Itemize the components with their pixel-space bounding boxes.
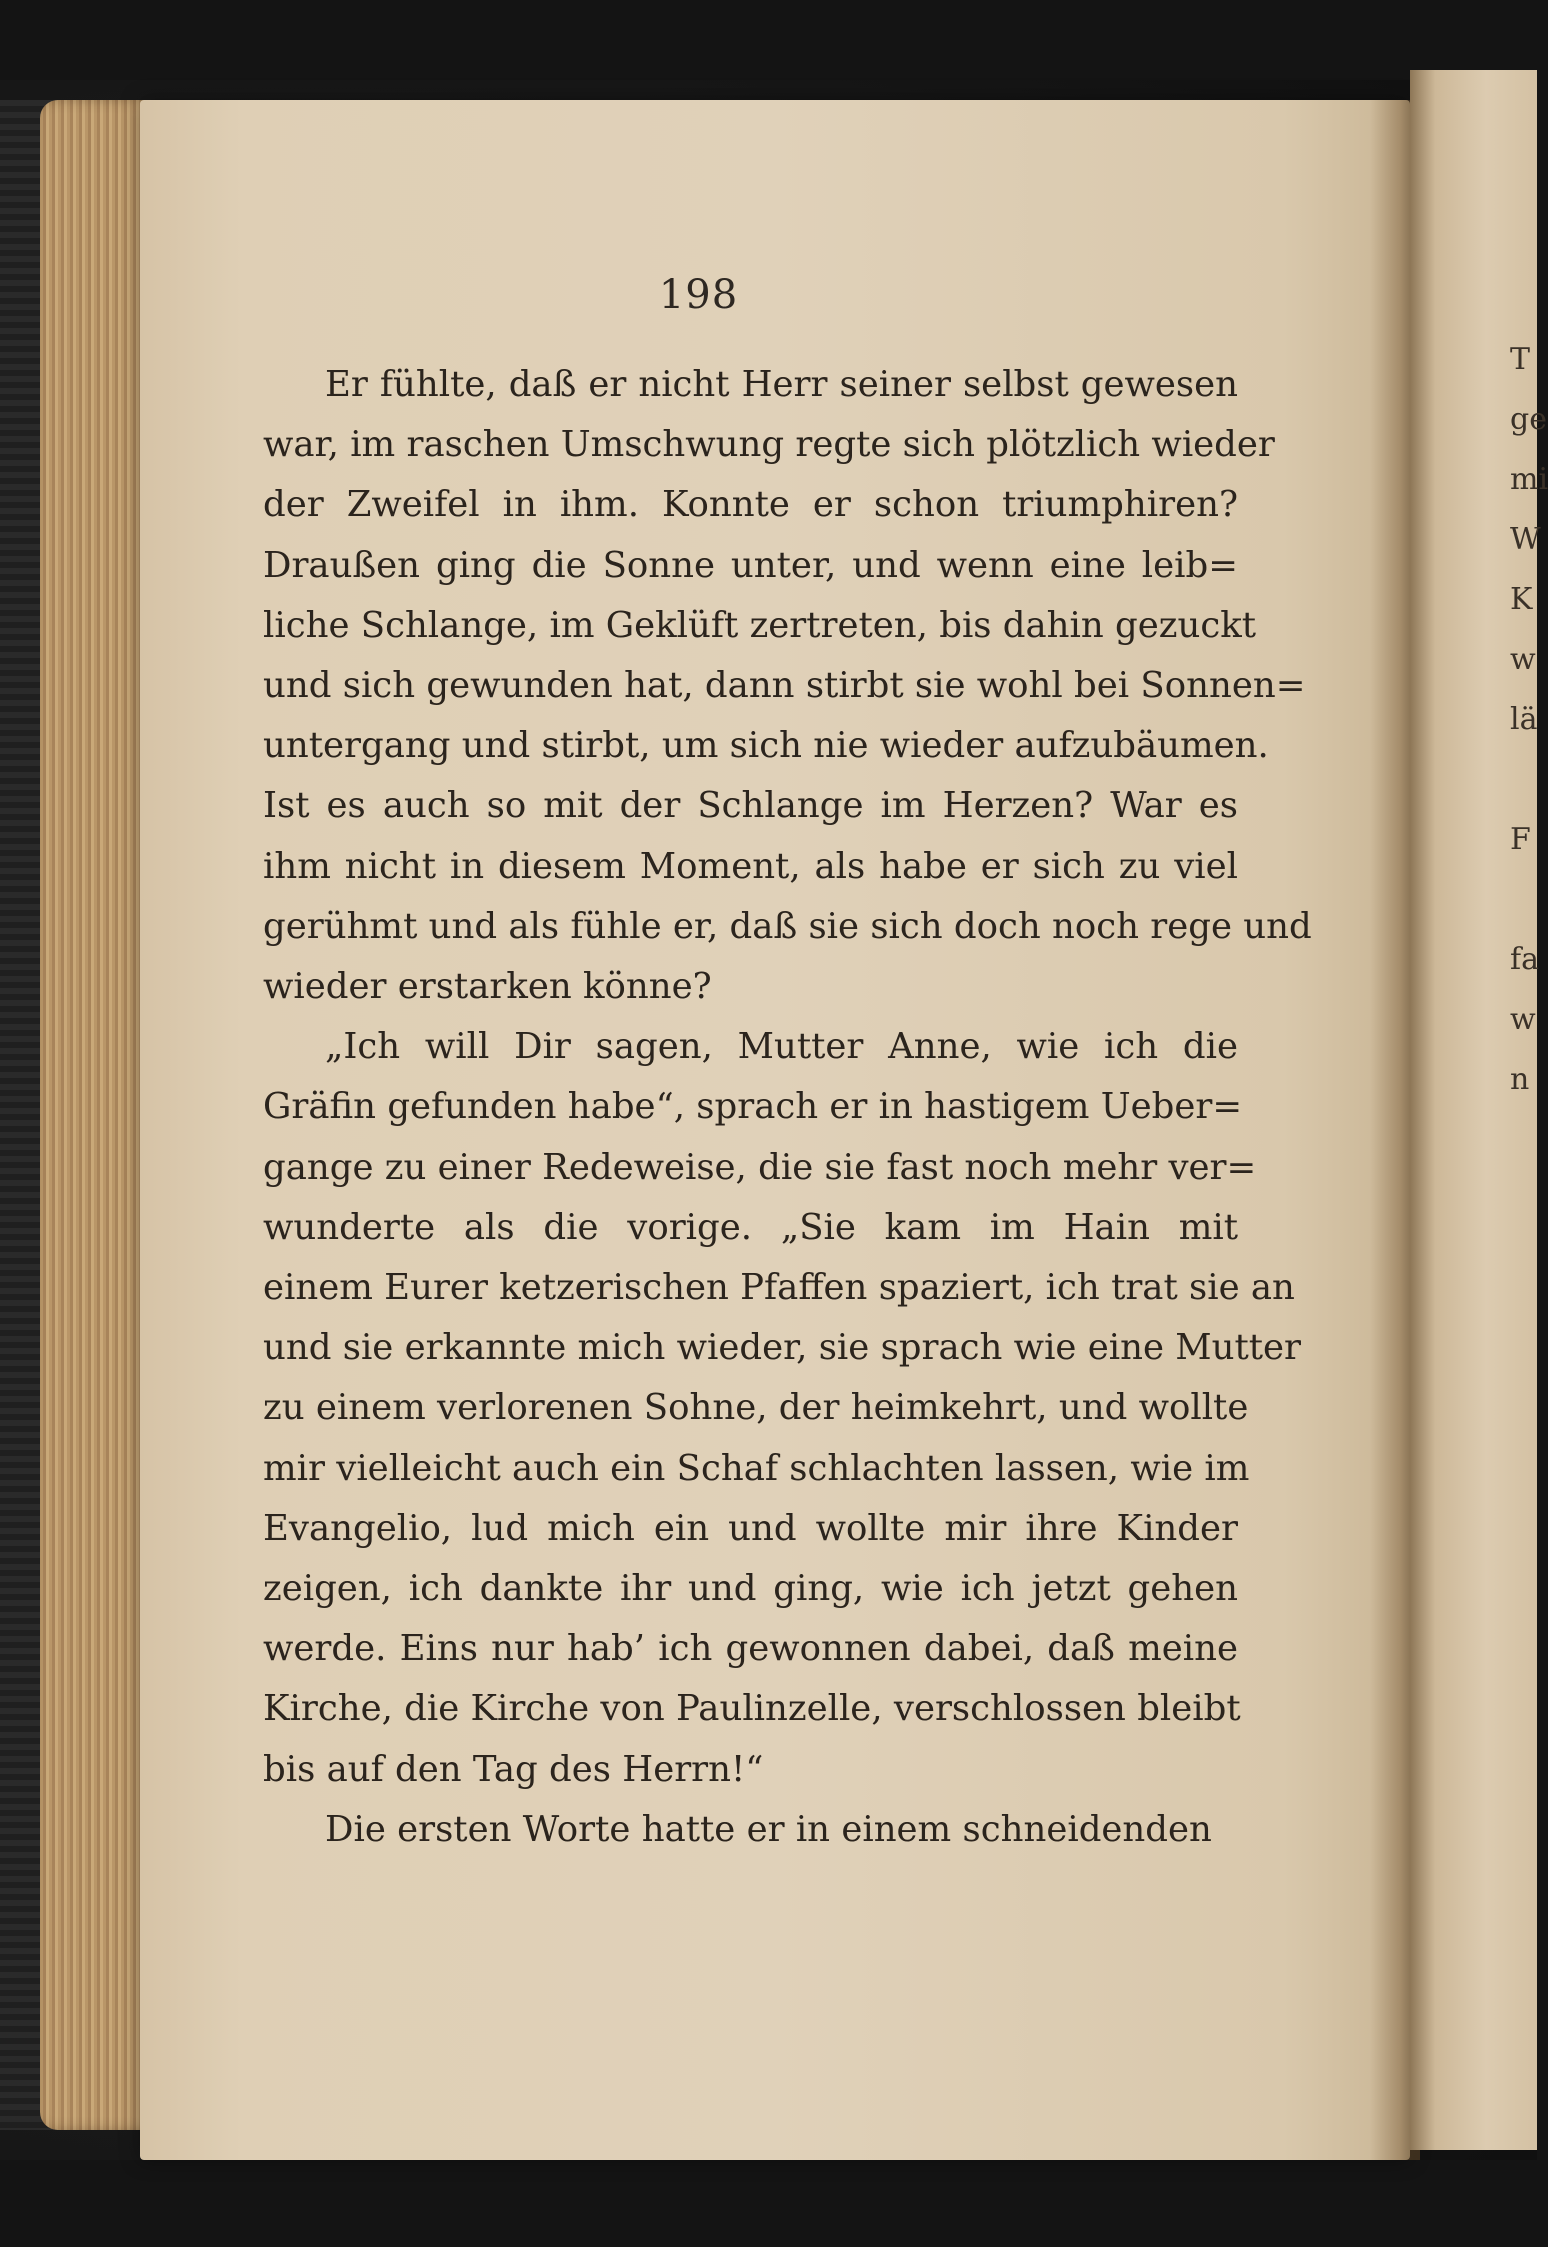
body-text	[263, 355, 1312, 1860]
text-line: Evangelio, lud mich ein und wollte mir ihre Kinder	[263, 1507, 1238, 1549]
text-line: „Ich will Dir sagen, Mutter Anne, wie ich die	[325, 1026, 1238, 1068]
facing-fragment	[1510, 750, 1537, 810]
paragraph	[263, 1017, 1301, 1800]
text-line: wieder erstarken könne?	[263, 966, 712, 1008]
text-line: der Zweifel in ihm. Konnte er schon triumphiren?	[263, 484, 1238, 526]
facing-fragment	[1510, 870, 1537, 930]
text-line: mir vielleicht auch ein Schaf schlachten lassen, wie im	[263, 1447, 1250, 1489]
text-line: ihm nicht in diesem Moment, als habe er sich zu viel	[263, 845, 1238, 887]
text-line: Er fühlte, daß er nicht Herr seiner selbst gewesen	[325, 364, 1238, 405]
facing-fragment: lä	[1510, 702, 1538, 737]
text-line: Kirche, die Kirche von Paulinzelle, verschlossen bleibt	[263, 1688, 1241, 1730]
paragraph	[263, 1800, 1238, 1860]
text-line: Ist es auch so mit der Schlange im Herzen? War es	[263, 785, 1238, 827]
text-line: liche Schlange, im Geklüft zertreten, bis dahin gezuckt	[263, 604, 1257, 646]
text-line: wunderte als die vorige. „Sie kam im Hain mit	[263, 1206, 1238, 1248]
text-line: einem Eurer ketzerischen Pfaffen spaziert, ich trat sie an	[263, 1267, 1295, 1309]
facing-fragment: K	[1510, 582, 1533, 617]
facing-fragment: F	[1510, 822, 1531, 857]
text-line: untergang und stirbt, um sich nie wieder aufzubäumen.	[263, 725, 1269, 767]
facing-fragment: fa	[1510, 942, 1539, 977]
text-line: Draußen ging die Sonne unter, und wenn eine leib=	[263, 544, 1238, 586]
facing-fragment: w	[1510, 642, 1536, 677]
facing-fragment: w	[1510, 1002, 1536, 1037]
text-line: zu einem verlorenen Sohne, der heimkehrt, und wollte	[263, 1387, 1249, 1429]
text-line: Gräfin gefunden habe“, sprach er in hastigem Ueber=	[263, 1086, 1243, 1128]
text-line: bis auf den Tag des Herrn!“	[263, 1748, 764, 1790]
text-line: gerühmt und als fühle er, daß sie sich doch noch rege und	[263, 905, 1312, 947]
text-line: gange zu einer Redeweise, die sie fast noch mehr ver=	[263, 1146, 1257, 1188]
facing-fragment: W	[1510, 522, 1541, 557]
facing-fragment: n	[1510, 1062, 1530, 1097]
text-line: zeigen, ich dankte ihr und ging, wie ich jetzt gehen	[263, 1568, 1238, 1610]
facing-fragment: mi	[1510, 462, 1548, 497]
text-line: und sie erkannte mich wieder, sie sprach wie eine Mutter	[263, 1327, 1301, 1369]
paragraph	[263, 355, 1312, 1017]
facing-page-text	[1510, 330, 1548, 1110]
facing-fragment: T	[1510, 342, 1531, 377]
text-line: und sich gewunden hat, dann stirbt sie wohl bei Sonnen=	[263, 665, 1306, 707]
text-line: werde. Eins nur hab’ ich gewonnen dabei, daß meine	[263, 1628, 1238, 1670]
text-line: war, im raschen Umschwung regte sich plötzlich wieder	[263, 424, 1275, 466]
page-number: 198	[658, 272, 739, 318]
facing-fragment: ge	[1510, 402, 1547, 437]
text-line: Die ersten Worte hatte er in einem schneidenden	[325, 1808, 1212, 1850]
